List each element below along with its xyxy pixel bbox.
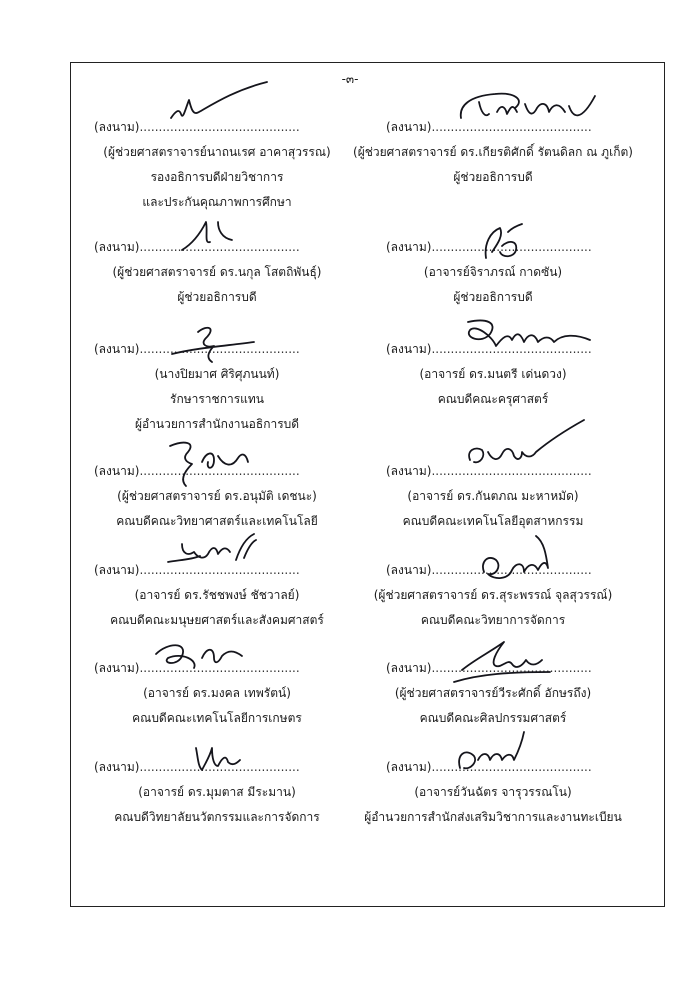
sign-label: (ลงนาม) xyxy=(386,120,432,134)
signature-line xyxy=(348,115,638,140)
signatory-title: ผู้ช่วยอธิการบดี xyxy=(177,290,257,304)
signatory-name: (ผู้ช่วยศาสตราจารย์ ดร.เกียรติศักดิ์ รัตนดิลก ณ ภูเก็ต) xyxy=(353,145,633,159)
signature-line xyxy=(72,755,362,780)
signature-line xyxy=(348,755,638,780)
signatory-title: คณบดีคณะเทคโนโลยีอุตสาหกรรม xyxy=(402,514,584,528)
signatory-name: (อาจารย์จิราภรณ์ กาดซัน) xyxy=(423,265,563,279)
signature-line xyxy=(72,235,362,260)
signature-dots: .......................................... xyxy=(431,563,592,577)
signature-dots: .......................................... xyxy=(139,342,300,356)
signatory-name: (ผู้ช่วยศาสตราจารย์วีระศักดิ์ อักษรถึง) xyxy=(394,686,592,700)
sign-label: (ลงนาม) xyxy=(386,464,432,478)
signatory-block xyxy=(72,459,362,534)
signatory-name: (ผู้ช่วยศาสตราจารย์ ดร.นกุล โสตถิพันธุ์) xyxy=(112,265,322,279)
page-number: -๓- xyxy=(341,72,359,86)
signature-dots: .......................................... xyxy=(139,661,300,675)
sign-label: (ลงนาม) xyxy=(386,342,432,356)
signatory-block xyxy=(72,337,362,437)
signatory-title: คณบดีคณะวิทยาการจัดการ xyxy=(420,613,566,627)
signatory-name: (อาจารย์ ดร.รัชชพงษ์ ชัชวาลย์) xyxy=(134,588,300,602)
signature-line xyxy=(72,558,362,583)
signatory-title: รักษาราชการแทน xyxy=(170,392,264,406)
signatory-name: (ผู้ช่วยศาสตราจารย์นาถนเรศ อาคาสุวรรณ) xyxy=(103,145,331,159)
signature-dots: .......................................... xyxy=(139,760,300,774)
sign-label: (ลงนาม) xyxy=(94,342,140,356)
sign-label: (ลงนาม) xyxy=(386,563,432,577)
signatory-title: ผู้ช่วยอธิการบดี xyxy=(453,170,533,184)
signatory-block xyxy=(348,115,638,190)
signatory-name: (อาจารย์ ดร.มุมตาส มีระมาน) xyxy=(138,785,296,799)
signatory-title: รองอธิการบดีฝ่ายวิชาการ xyxy=(150,170,284,184)
signature-dots: .......................................... xyxy=(431,661,592,675)
signatory-title: คณบดีคณะครุศาสตร์ xyxy=(437,392,549,406)
signatory-block xyxy=(348,755,638,830)
signature-line xyxy=(72,459,362,484)
signatory-block xyxy=(72,558,362,633)
sign-label: (ลงนาม) xyxy=(386,240,432,254)
signatory-title: และประกันคุณภาพการศึกษา xyxy=(142,195,292,209)
sign-label: (ลงนาม) xyxy=(94,661,140,675)
signatory-block xyxy=(348,235,638,310)
signatory-title: คณบดีวิทยาลัยนวัตกรรมและการจัดการ xyxy=(114,810,320,824)
sign-label: (ลงนาม) xyxy=(94,563,140,577)
signatory-title: คณบดีคณะเทคโนโลยีการเกษตร xyxy=(132,711,302,725)
signatory-title: คณบดีคณะศิลปกรรมศาสตร์ xyxy=(419,711,567,725)
signature-line xyxy=(348,337,638,362)
signatory-title: ผู้อำนวยการสำนักส่งเสริมวิชาการและงานทะเบียน xyxy=(364,810,622,824)
signatory-title: คณบดีคณะวิทยาศาสตร์และเทคโนโลยี xyxy=(116,514,318,528)
signature-dots: .......................................... xyxy=(431,342,592,356)
signature-dots: .......................................... xyxy=(139,240,300,254)
signatory-name: (นางปิยมาศ ศิริศุภนนท์) xyxy=(154,367,280,381)
signatory-block xyxy=(72,115,362,215)
signatory-title: คณบดีคณะมนุษยศาสตร์และสังคมศาสตร์ xyxy=(110,613,324,627)
signature-line xyxy=(348,558,638,583)
signature-line xyxy=(348,235,638,260)
signatory-block xyxy=(348,459,638,534)
signatory-name: (อาจารย์วันฉัตร จารุวรรณโน) xyxy=(414,785,572,799)
signatory-title: ผู้ช่วยอธิการบดี xyxy=(453,290,533,304)
signatory-block xyxy=(348,558,638,633)
signatory-block xyxy=(348,337,638,412)
signature-dots: .......................................... xyxy=(431,464,592,478)
signatory-name: (ผู้ช่วยศาสตราจารย์ ดร.สุระพรรณ์ จุลสุวรรณ์) xyxy=(373,588,613,602)
signature-line xyxy=(72,115,362,140)
signature-line xyxy=(72,656,362,681)
signature-line xyxy=(348,656,638,681)
signatory-block xyxy=(72,235,362,310)
signature-dots: .......................................... xyxy=(139,120,300,134)
signature-dots: .......................................... xyxy=(431,120,592,134)
signatory-title: ผู้อำนวยการสำนักงานอธิการบดี xyxy=(134,417,300,431)
sign-label: (ลงนาม) xyxy=(94,240,140,254)
signature-dots: .......................................... xyxy=(431,760,592,774)
sign-label: (ลงนาม) xyxy=(386,661,432,675)
sign-label: (ลงนาม) xyxy=(94,120,140,134)
signatory-name: (อาจารย์ ดร.มงคล เทพรัตน์) xyxy=(143,686,291,700)
signatory-block xyxy=(72,656,362,731)
signatory-block xyxy=(348,656,638,731)
signature-dots: .......................................... xyxy=(139,563,300,577)
sign-label: (ลงนาม) xyxy=(94,760,140,774)
signatory-name: (อาจารย์ ดร.กันตภณ มะหาหมัด) xyxy=(407,489,579,503)
signature-line xyxy=(72,337,362,362)
signature-line xyxy=(348,459,638,484)
sign-label: (ลงนาม) xyxy=(94,464,140,478)
signature-dots: .......................................... xyxy=(139,464,300,478)
signatory-name: (ผู้ช่วยศาสตราจารย์ ดร.อนุมัติ เดชนะ) xyxy=(117,489,317,503)
signature-dots: .......................................... xyxy=(431,240,592,254)
sign-label: (ลงนาม) xyxy=(386,760,432,774)
signatory-name: (อาจารย์ ดร.มนตรี เด่นดวง) xyxy=(419,367,567,381)
signatory-block xyxy=(72,755,362,830)
